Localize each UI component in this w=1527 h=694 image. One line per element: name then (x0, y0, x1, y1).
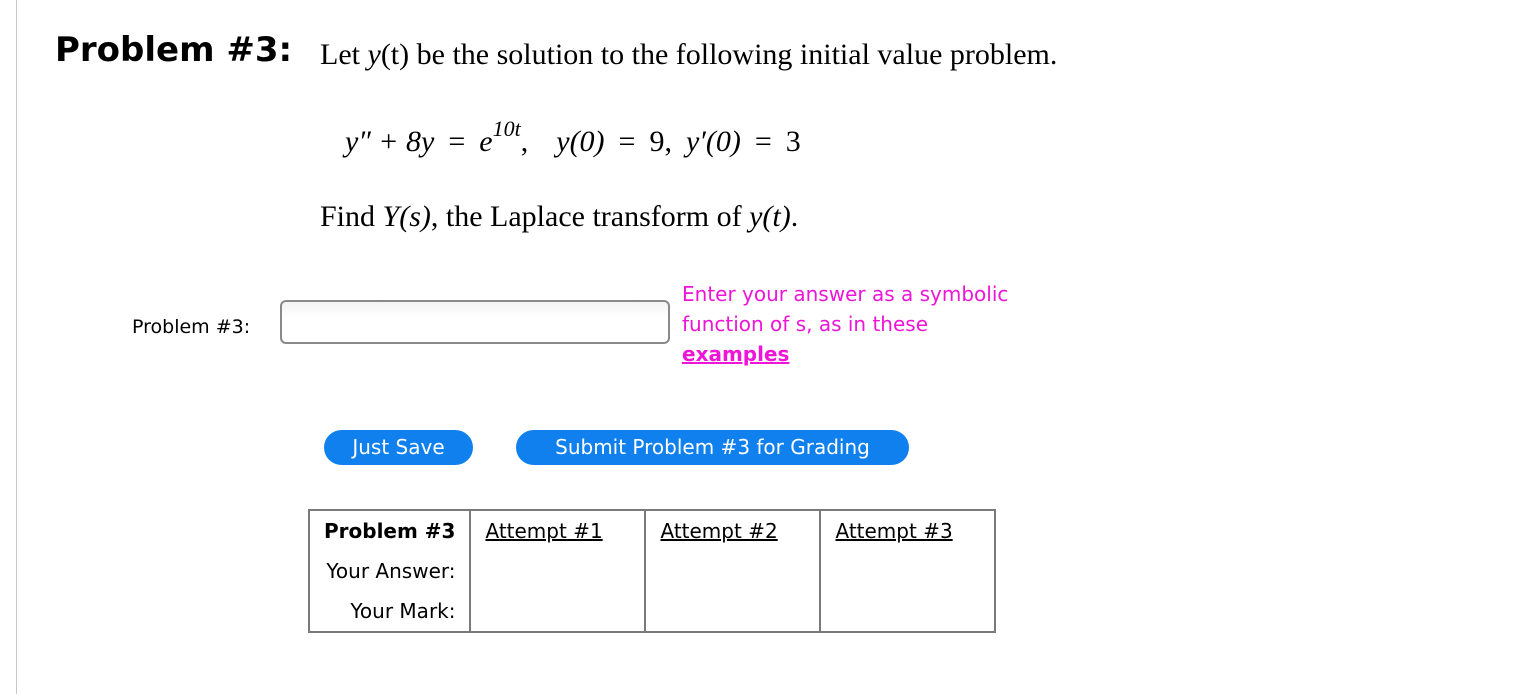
intro-var: y (367, 38, 381, 71)
equation-lhs: y″ + 8y (345, 125, 435, 158)
attempt-2-mark (645, 591, 820, 632)
answer-hint (682, 279, 1062, 369)
initial-condition-1-rhs: 9, (649, 125, 672, 158)
attempt-3-link[interactable]: Attempt #3 (820, 510, 995, 551)
problem-intro (320, 34, 1057, 76)
table-row (309, 591, 995, 632)
examples-link[interactable]: examples (682, 342, 790, 366)
equation-rhs-base: e (479, 125, 493, 158)
equation-equals-2: = (618, 125, 636, 158)
initial-condition-2-lhs: y′(0) (685, 125, 741, 158)
equation-equals-1: = (448, 125, 466, 158)
initial-condition-2-rhs: 3 (785, 125, 801, 158)
your-answer-label: Your Answer: (309, 551, 470, 591)
find-prefix: Find (320, 200, 383, 233)
table-row (309, 551, 995, 591)
equation-comma: , (520, 125, 529, 158)
table-header-row (309, 510, 995, 551)
attempt-2-answer (645, 551, 820, 591)
your-mark-label: Your Mark: (309, 591, 470, 632)
attempt-3-mark (820, 591, 995, 632)
intro-prefix: Let (320, 38, 368, 71)
attempt-1-mark (470, 591, 645, 632)
table-header-problem: Problem #3 (309, 510, 470, 551)
attempt-1-answer (470, 551, 645, 591)
answer-input[interactable] (280, 300, 670, 344)
find-var2: y(t) (749, 200, 791, 233)
differential-equation (345, 108, 801, 167)
intro-var-arg: (t) (380, 38, 410, 71)
submit-for-grading-button[interactable]: Submit Problem #3 for Grading (516, 430, 909, 465)
find-middle: , the Laplace transform of (430, 200, 750, 233)
initial-condition-1-lhs: y(0) (556, 125, 605, 158)
attempt-2-link[interactable]: Attempt #2 (645, 510, 820, 551)
attempts-table (308, 509, 996, 633)
attempt-1-link[interactable]: Attempt #1 (470, 510, 645, 551)
intro-suffix: be the solution to the following initial value problem. (409, 38, 1058, 71)
find-instruction (320, 196, 798, 238)
equation-rhs-exponent: 10t (492, 116, 521, 141)
find-suffix: . (790, 200, 799, 233)
hint-text: Enter your answer as a symbolic function of s, as in these (682, 282, 1009, 336)
equation-equals-3: = (754, 125, 772, 158)
just-save-button[interactable]: Just Save (324, 430, 473, 465)
problem-heading: Problem #3: (55, 30, 293, 70)
page-left-border (16, 0, 17, 694)
answer-label: Problem #3: (132, 316, 251, 338)
attempt-3-answer (820, 551, 995, 591)
find-var: Y(s) (382, 200, 431, 233)
